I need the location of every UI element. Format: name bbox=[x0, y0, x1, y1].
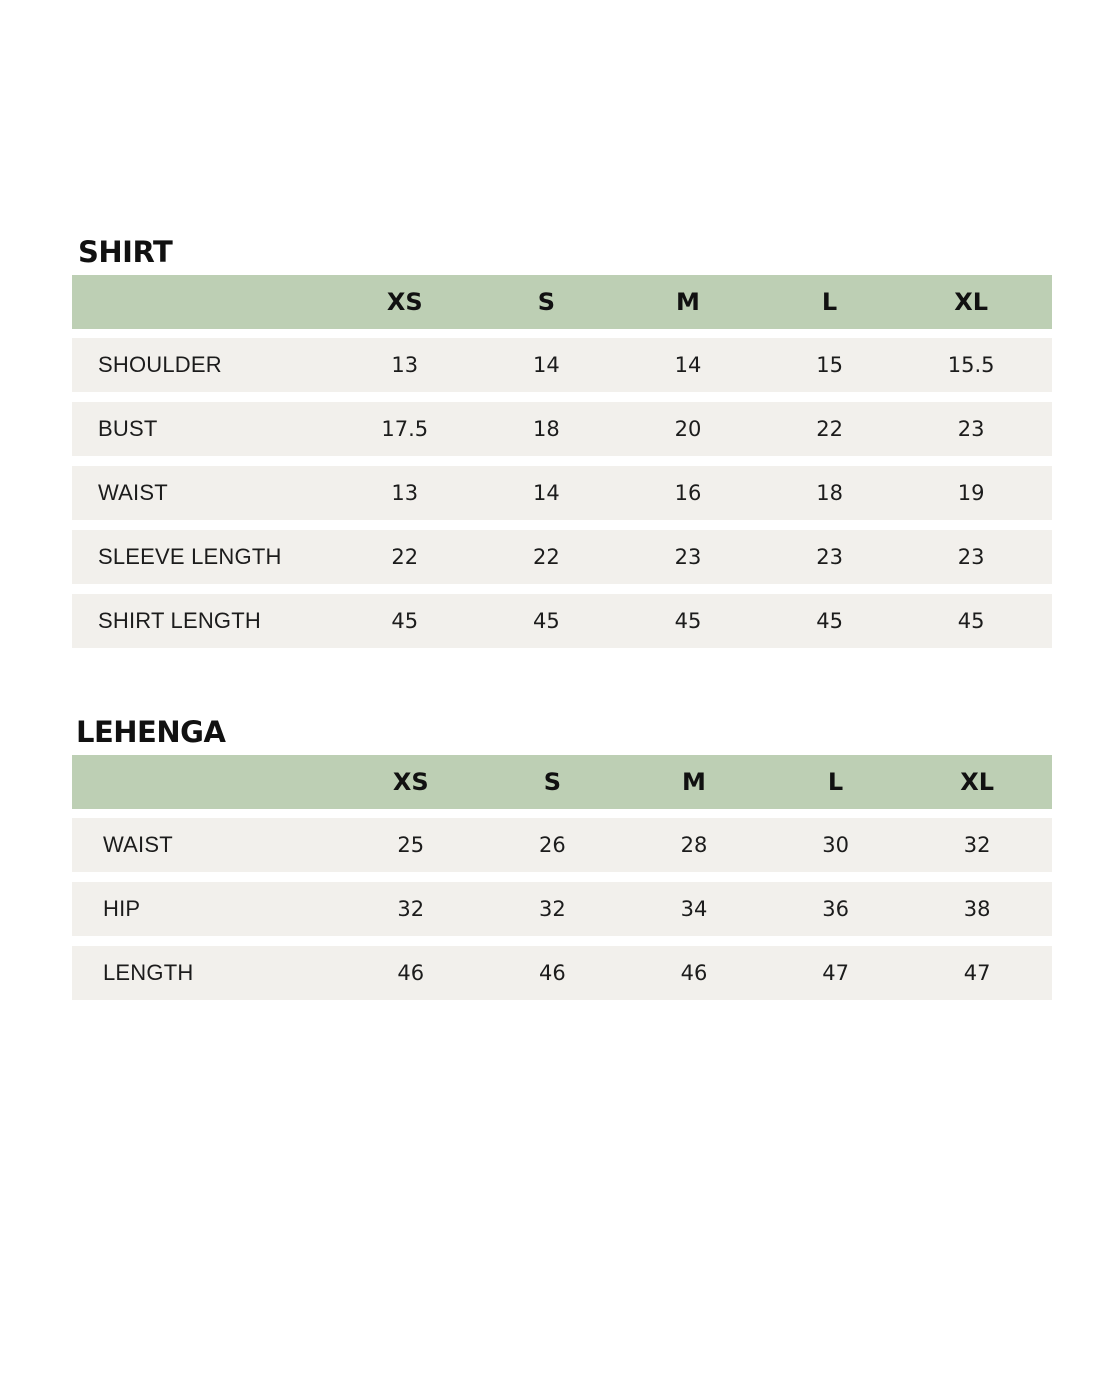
value-cell: 32 bbox=[539, 897, 566, 921]
value-cell: 20 bbox=[674, 417, 702, 441]
value-cell: 46 bbox=[680, 961, 708, 985]
value-cell: 23 bbox=[957, 545, 985, 569]
value-cell: 32 bbox=[963, 833, 991, 857]
size-s-header: S bbox=[537, 288, 556, 316]
lehenga-title: LEHENGA bbox=[76, 715, 226, 749]
value-cell: 30 bbox=[822, 833, 849, 857]
table-row bbox=[72, 402, 1052, 456]
size-m-header: M bbox=[676, 288, 700, 316]
value-cell: 45 bbox=[816, 609, 843, 633]
table-row bbox=[72, 946, 1052, 1000]
value-cell: 18 bbox=[533, 417, 560, 441]
value-cell: 23 bbox=[674, 545, 702, 569]
value-cell: 34 bbox=[680, 897, 708, 921]
value-cell: 38 bbox=[963, 897, 991, 921]
size-l-header: L bbox=[827, 768, 844, 796]
value-cell: 26 bbox=[539, 833, 566, 857]
value-cell: 14 bbox=[533, 353, 560, 377]
table-row bbox=[72, 466, 1052, 520]
value-cell: 46 bbox=[397, 961, 425, 985]
value-cell: 22 bbox=[391, 545, 419, 569]
row-label: WAIST bbox=[103, 832, 173, 857]
value-cell: 45 bbox=[533, 609, 560, 633]
lehenga-size-table bbox=[72, 712, 1052, 1010]
shirt-size-table bbox=[72, 232, 1052, 658]
value-cell: 13 bbox=[391, 481, 419, 505]
value-cell: 15.5 bbox=[947, 353, 995, 377]
table-row bbox=[72, 338, 1052, 392]
lehenga-header-row bbox=[72, 755, 1052, 809]
size-xl-header: XL bbox=[954, 288, 989, 316]
value-cell: 22 bbox=[816, 417, 843, 441]
value-cell: 22 bbox=[533, 545, 560, 569]
value-cell: 18 bbox=[816, 481, 843, 505]
value-cell: 45 bbox=[957, 609, 985, 633]
size-s-header: S bbox=[543, 768, 562, 796]
row-label: SLEEVE LENGTH bbox=[98, 544, 282, 569]
size-l-header: L bbox=[821, 288, 838, 316]
shirt-title: SHIRT bbox=[78, 235, 173, 269]
value-cell: 28 bbox=[680, 833, 708, 857]
row-label: WAIST bbox=[98, 480, 168, 505]
value-cell: 32 bbox=[397, 897, 425, 921]
value-cell: 47 bbox=[822, 961, 849, 985]
row-label: BUST bbox=[98, 416, 158, 441]
size-xs-header: XS bbox=[392, 768, 429, 796]
value-cell: 17.5 bbox=[381, 417, 429, 441]
table-row bbox=[72, 594, 1052, 648]
size-xs-header: XS bbox=[386, 288, 423, 316]
size-m-header: M bbox=[682, 768, 706, 796]
value-cell: 13 bbox=[391, 353, 419, 377]
value-cell: 45 bbox=[674, 609, 702, 633]
value-cell: 25 bbox=[397, 833, 425, 857]
value-cell: 16 bbox=[674, 481, 702, 505]
value-cell: 46 bbox=[539, 961, 566, 985]
row-label: LENGTH bbox=[103, 960, 194, 985]
value-cell: 36 bbox=[822, 897, 849, 921]
table-row bbox=[72, 530, 1052, 584]
shirt-header-row bbox=[72, 275, 1052, 329]
value-cell: 14 bbox=[533, 481, 560, 505]
value-cell: 23 bbox=[816, 545, 843, 569]
value-cell: 47 bbox=[963, 961, 991, 985]
size-xl-header: XL bbox=[960, 768, 995, 796]
table-row bbox=[72, 818, 1052, 872]
value-cell: 19 bbox=[957, 481, 985, 505]
row-label: HIP bbox=[103, 896, 141, 921]
value-cell: 23 bbox=[957, 417, 985, 441]
value-cell: 45 bbox=[391, 609, 419, 633]
value-cell: 14 bbox=[674, 353, 702, 377]
row-label: SHIRT LENGTH bbox=[98, 608, 261, 633]
value-cell: 15 bbox=[816, 353, 843, 377]
table-row bbox=[72, 882, 1052, 936]
row-label: SHOULDER bbox=[98, 352, 222, 377]
